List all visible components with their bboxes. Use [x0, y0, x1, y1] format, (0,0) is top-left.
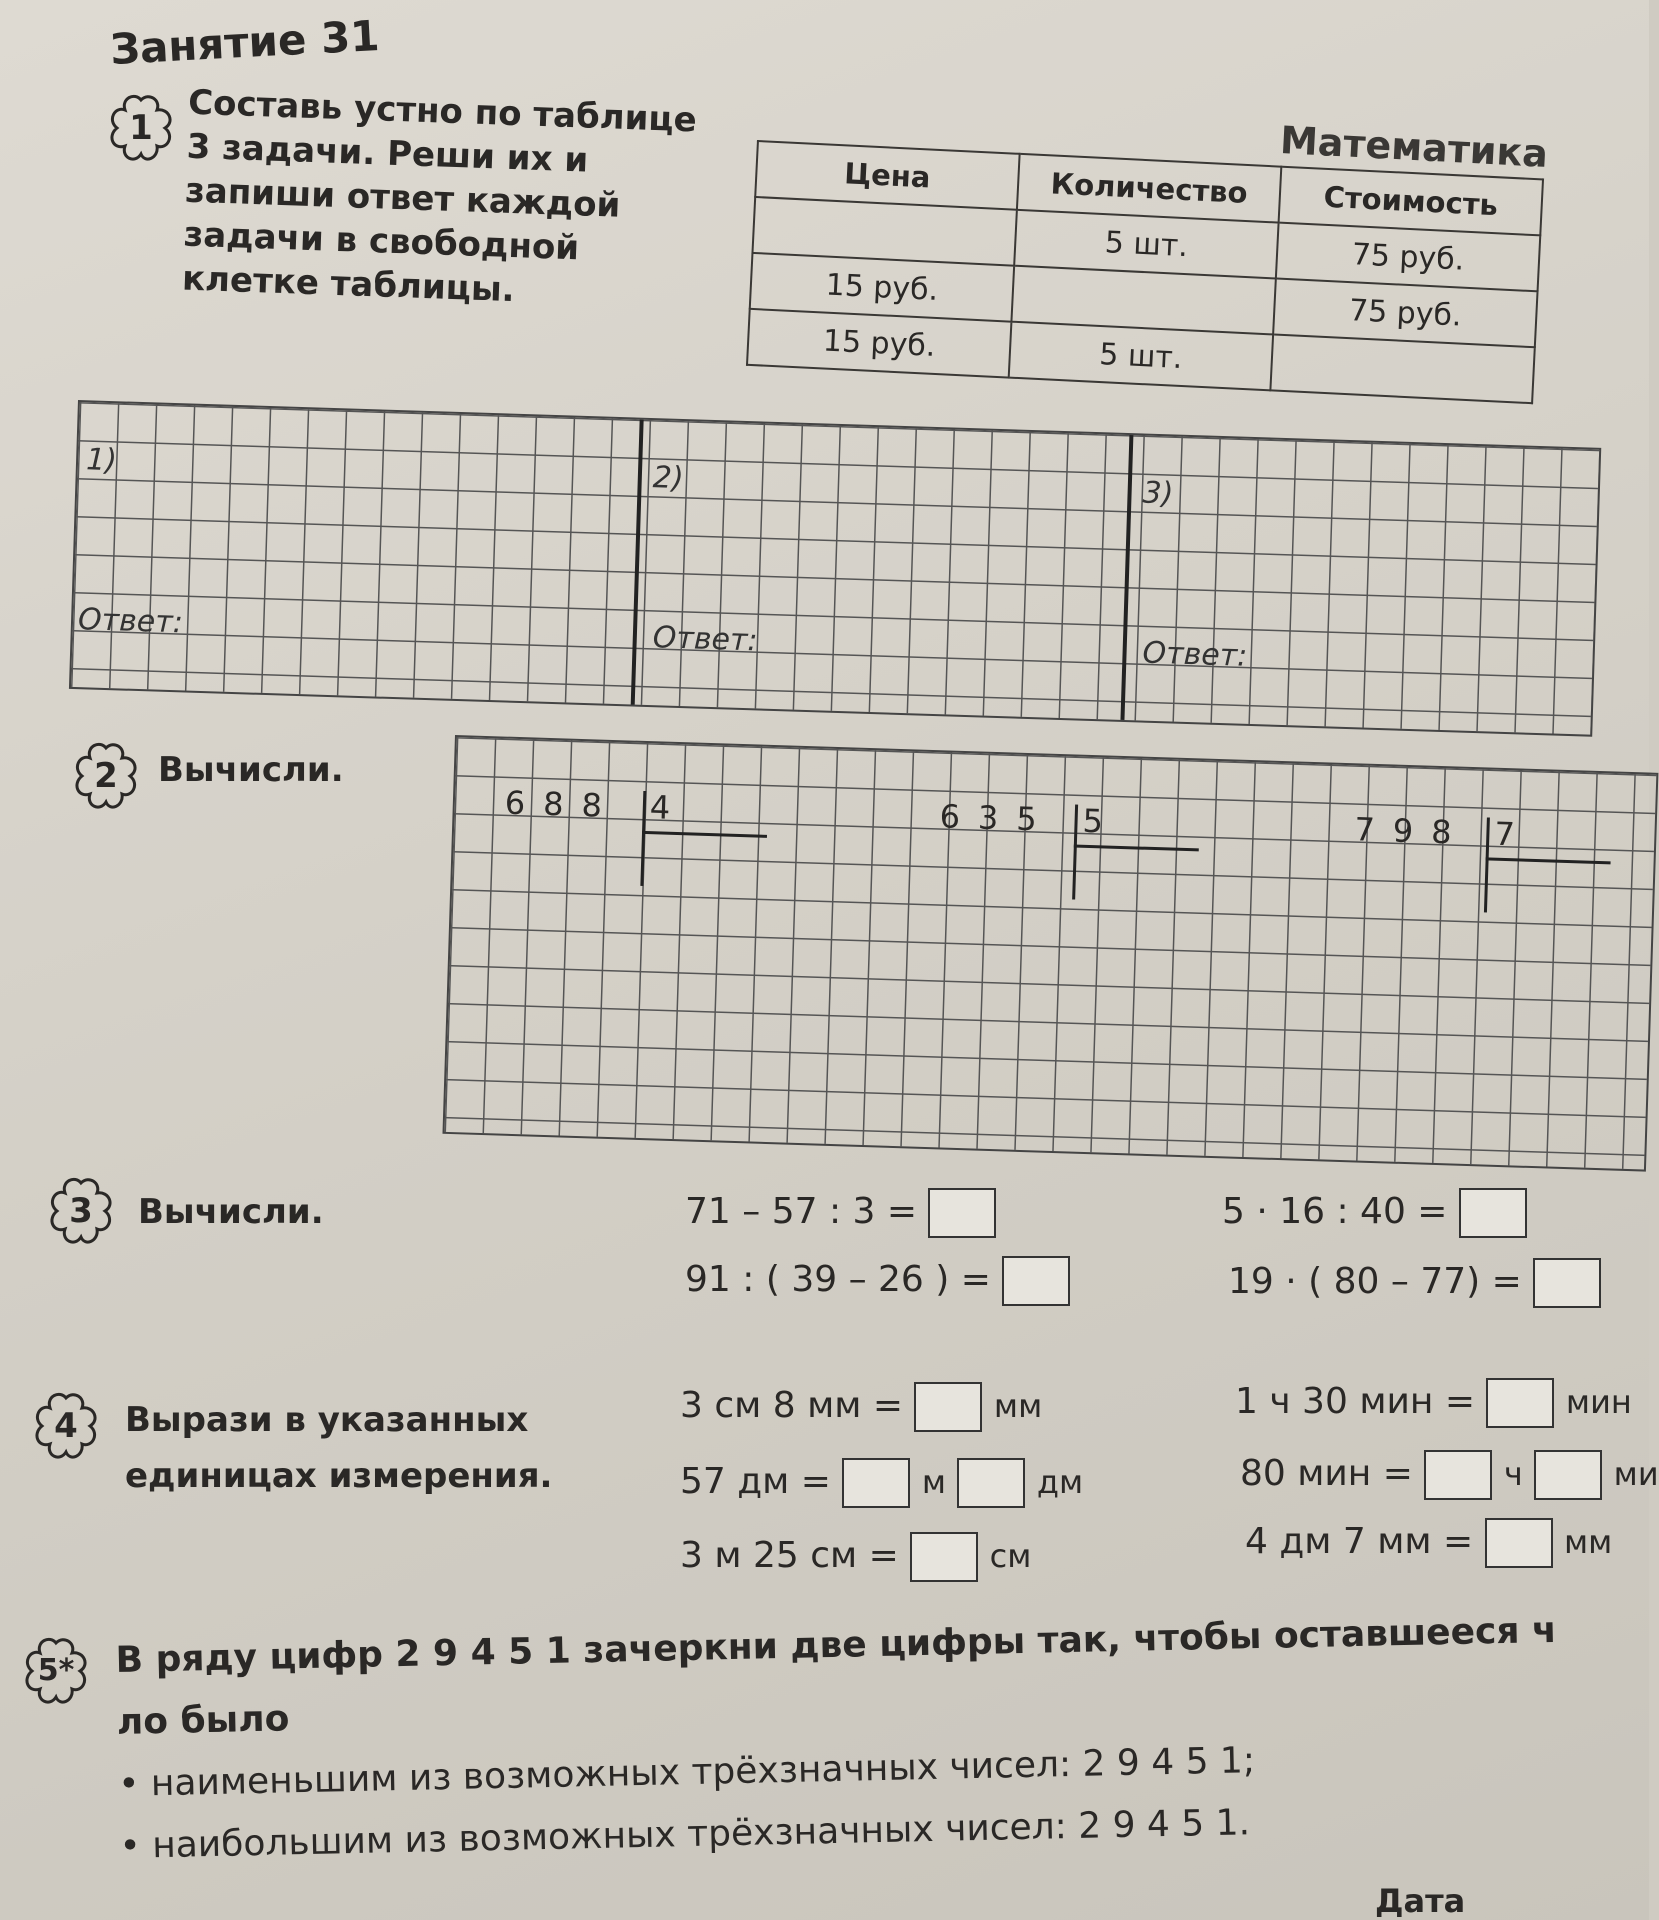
- task5-text-line1: В ряду цифр 2 9 4 5 1 зачеркни две цифры так, чтобы оставшееся ч: [115, 1609, 1558, 1681]
- conversion-row: [1240, 1450, 1659, 1500]
- conversion-row: [680, 1458, 1083, 1508]
- conversion-row: [1235, 1378, 1632, 1428]
- answer-label-3: Ответ:: [1142, 635, 1248, 674]
- task4-instructions: [125, 1392, 552, 1504]
- expression-row: [1228, 1258, 1601, 1308]
- subject-label: Математика: [1279, 118, 1550, 176]
- task2-number: 2: [94, 756, 118, 796]
- unit-label: дм: [1036, 1463, 1084, 1501]
- date-label: Дата: [1375, 1882, 1466, 1920]
- division-grid[interactable]: [442, 735, 1658, 1172]
- answer-box[interactable]: [910, 1532, 978, 1582]
- conversion-expression: 57 дм =: [680, 1461, 831, 1502]
- answer-label-1: Ответ:: [77, 602, 184, 641]
- answer-box[interactable]: [1485, 1518, 1553, 1568]
- expression: 19 · ( 80 – 77) =: [1228, 1261, 1522, 1302]
- task5-bullet-max: • наибольшим из возможных трёхзначных чисел: 2 9 4 5 1.: [119, 1802, 1251, 1867]
- unit-label: мм: [1564, 1523, 1613, 1561]
- unit-label: мин: [1565, 1383, 1632, 1421]
- problem-label-1: 1): [85, 442, 118, 479]
- task5-number: 5*: [37, 1653, 75, 1688]
- division-bracket: [1074, 844, 1199, 851]
- table-cell: 5 шт.: [1014, 210, 1278, 279]
- answer-box[interactable]: [1486, 1378, 1554, 1428]
- task1-number: 1: [129, 108, 153, 148]
- expression-row: [1222, 1188, 1527, 1238]
- answer-box[interactable]: [1534, 1450, 1602, 1500]
- header-quantity: Количество: [1017, 154, 1281, 223]
- divisor: 4: [649, 788, 689, 828]
- task4-text-line1: Вырази в указанных: [125, 1400, 529, 1440]
- unit-label: см: [989, 1537, 1032, 1575]
- grid-divider: [1120, 435, 1133, 720]
- problem-label-2: 2): [652, 460, 685, 497]
- answer-box[interactable]: [1424, 1450, 1492, 1500]
- conversion-row: [1245, 1518, 1612, 1568]
- divisor: 7: [1493, 814, 1534, 854]
- table-cell: 75 руб.: [1273, 279, 1537, 348]
- task5-text-line2: ло было: [116, 1698, 290, 1743]
- header-cost: Стоимость: [1279, 167, 1543, 236]
- unit-label: ми: [1613, 1455, 1659, 1493]
- task4-number: 4: [54, 1406, 78, 1446]
- task4-text-line2: единицах измерения.: [125, 1456, 553, 1496]
- task3-number: 3: [69, 1191, 93, 1231]
- price-table: [746, 140, 1544, 404]
- expression: 5 · 16 : 40 =: [1222, 1191, 1448, 1232]
- table-cell: 15 руб.: [747, 309, 1011, 378]
- expression-row: [685, 1188, 996, 1238]
- conversion-expression: 4 дм 7 мм =: [1245, 1521, 1474, 1562]
- flower-icon: [70, 740, 142, 812]
- division-bracket: [1072, 805, 1078, 900]
- flower-icon: [20, 1635, 92, 1707]
- answer-box[interactable]: [1459, 1188, 1527, 1238]
- conversion-expression: 1 ч 30 мин =: [1235, 1381, 1476, 1422]
- answer-box[interactable]: [1002, 1256, 1070, 1306]
- flower-icon: [105, 92, 177, 164]
- conversion-expression: 80 мин =: [1240, 1453, 1413, 1494]
- conversion-expression: 3 м 25 см =: [680, 1535, 899, 1576]
- answer-box[interactable]: [914, 1382, 982, 1432]
- table-cell: 5 шт.: [1009, 322, 1273, 391]
- table-cell: 15 руб.: [750, 253, 1014, 322]
- expression-row: [685, 1256, 1070, 1306]
- grid-divider: [631, 420, 644, 705]
- unit-label: мм: [993, 1387, 1043, 1425]
- header-price: Цена: [755, 141, 1019, 210]
- division-bracket: [1486, 857, 1611, 864]
- answer-box[interactable]: [1533, 1258, 1601, 1308]
- unit-label: м: [921, 1463, 946, 1501]
- lesson-title: Занятие 31: [108, 10, 381, 75]
- expression: 91 : ( 39 – 26 ) =: [685, 1259, 991, 1300]
- answer-box[interactable]: [928, 1188, 996, 1238]
- division-bracket: [642, 831, 767, 838]
- answer-box[interactable]: [957, 1458, 1025, 1508]
- problem-label-3: 3): [1142, 475, 1174, 512]
- task5-bullet-min: • наименьшим из возможных трёхзначных чисел: 2 9 4 5 1;: [117, 1740, 1256, 1805]
- task5-block: [115, 1598, 1640, 1878]
- answer-label-2: Ответ:: [652, 620, 759, 659]
- answer-box[interactable]: [842, 1458, 910, 1508]
- table-cell[interactable]: [1270, 334, 1534, 403]
- dividend: 688: [504, 783, 621, 826]
- task1-instructions: Составь устно по таблице 3 задачи. Реши их и запиши ответ каждой задачи в свободной клетке таблицы.: [181, 82, 698, 311]
- conversion-expression: 3 см 8 мм =: [680, 1385, 904, 1426]
- flower-icon: [45, 1175, 117, 1247]
- divisor: 5: [1082, 801, 1122, 841]
- table-cell: 75 руб.: [1276, 223, 1540, 292]
- solution-grid[interactable]: [69, 400, 1601, 737]
- dividend: 798: [1353, 810, 1471, 852]
- dividend: 635: [939, 797, 1056, 839]
- division-bracket: [640, 791, 646, 886]
- unit-label: ч: [1503, 1455, 1523, 1493]
- task3-instructions: Вычисли.: [138, 1192, 324, 1232]
- conversion-row: [680, 1532, 1031, 1582]
- division-bracket: [1484, 817, 1490, 912]
- task2-instructions: Вычисли.: [158, 750, 344, 790]
- conversion-row: [680, 1382, 1042, 1432]
- flower-icon: [30, 1390, 102, 1462]
- expression: 71 – 57 : 3 =: [685, 1191, 918, 1232]
